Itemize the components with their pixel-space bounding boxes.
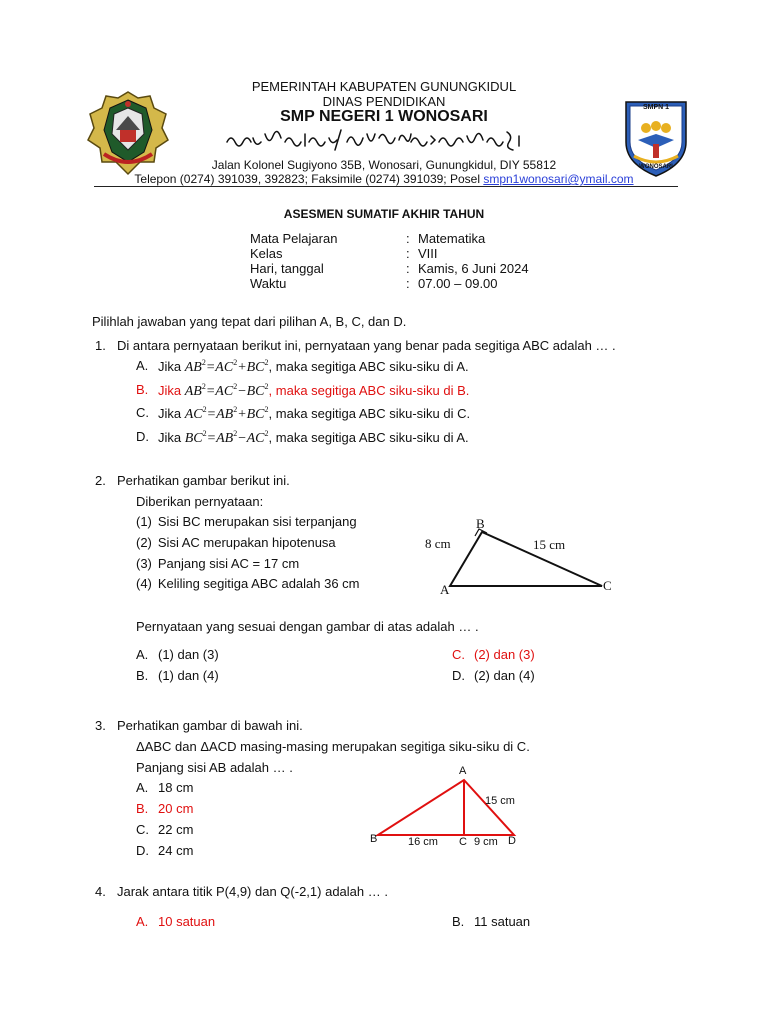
info-label: Hari, tanggal xyxy=(250,261,324,276)
info-label: Kelas xyxy=(250,246,283,261)
option-letter: B. xyxy=(136,801,149,816)
vertex-label-b: B xyxy=(476,516,485,531)
formula: $AB^2=AC^2+BC^2$ xyxy=(184,358,269,375)
side-label-ad: 15 cm xyxy=(485,795,515,807)
header-address: Jalan Kolonel Sugiyono 35B, Wonosari, Gunungkidul, DIY 55812 xyxy=(211,158,557,172)
option-a[interactable] xyxy=(136,647,296,665)
option-b[interactable] xyxy=(136,668,296,686)
info-label: Waktu xyxy=(250,276,287,291)
question-line: ΔABC dan ΔACD masing-masing merupakan segitiga siku-siku di C. xyxy=(136,739,530,754)
option-letter: D. xyxy=(452,668,465,683)
info-sep: : xyxy=(406,246,410,261)
info-value: Matematika xyxy=(418,231,486,246)
vertex-label-c: C xyxy=(459,836,467,848)
info-sep: : xyxy=(406,261,410,276)
side-label-bc: 15 cm xyxy=(533,537,566,552)
option-letter: A. xyxy=(136,780,149,795)
info-label: Mata Pelajaran xyxy=(250,231,338,246)
triangle-abd-figure xyxy=(370,776,530,840)
question-given: Diberikan pernyataan: xyxy=(136,494,264,509)
option-c-correct[interactable] xyxy=(452,647,612,665)
statement-number: (2) xyxy=(136,535,152,550)
statement-text: Panjang sisi AC = 17 cm xyxy=(157,556,300,571)
option-letter: B. xyxy=(452,914,465,929)
option-text: (2) dan (4) xyxy=(474,668,535,683)
option-d[interactable] xyxy=(136,843,256,861)
option-prefix: Jika xyxy=(158,406,185,421)
statement xyxy=(136,556,299,571)
option-letter: D. xyxy=(136,843,149,858)
option-text xyxy=(158,429,469,447)
header-contact-text: Telepon (0274) 391039, 392823; Faksimile (0274) 391039; Posel xyxy=(134,172,484,186)
formula: $AB^2=AC^2-BC^2$ xyxy=(184,382,269,399)
question-text: Di antara pernyataan berikut ini, pernyataan yang benar pada segitiga ABC adalah … . xyxy=(117,338,616,353)
option-text: 11 satuan xyxy=(474,914,531,929)
vertex-label-a: A xyxy=(459,765,467,777)
option-b-correct[interactable] xyxy=(136,382,536,400)
option-a-correct[interactable] xyxy=(136,914,296,932)
option-text: (2) dan (3) xyxy=(474,647,535,662)
statement-number: (1) xyxy=(136,514,152,529)
option-letter: A. xyxy=(136,914,149,929)
option-suffix: , maka segitiga ABC siku-siku di C. xyxy=(268,406,471,421)
option-text: 18 cm xyxy=(158,780,194,795)
option-c[interactable] xyxy=(136,822,256,840)
option-prefix: Jika xyxy=(158,359,185,374)
header-divider xyxy=(94,186,678,187)
statement xyxy=(136,535,336,550)
option-a[interactable] xyxy=(136,358,536,376)
option-text xyxy=(158,382,469,400)
statement xyxy=(136,576,360,591)
side-label-cd: 9 cm xyxy=(474,836,498,848)
info-sep: : xyxy=(406,231,410,246)
statement-number: (3) xyxy=(136,556,152,571)
option-letter: D. xyxy=(136,429,149,444)
side-label-bc: 16 cm xyxy=(408,836,438,848)
javanese-script-line xyxy=(223,126,529,154)
option-letter: C. xyxy=(452,647,465,662)
option-text: 20 cm xyxy=(158,801,194,816)
option-text: 10 satuan xyxy=(158,914,216,929)
option-suffix: , maka segitiga ABC siku-siku di A. xyxy=(268,359,469,374)
statement-number: (4) xyxy=(136,576,152,591)
option-b-correct[interactable] xyxy=(136,801,256,819)
info-value: Kamis, 6 Juni 2024 xyxy=(418,261,529,276)
info-value: VIII xyxy=(418,246,438,261)
option-b[interactable] xyxy=(452,914,612,932)
formula: $BC^2=AB^2-AC^2$ xyxy=(184,429,269,446)
info-sep: : xyxy=(406,276,410,291)
header-school-name: SMP NEGERI 1 WONOSARI xyxy=(280,108,488,125)
vertex-label-d: D xyxy=(508,835,516,847)
option-a[interactable] xyxy=(136,780,256,798)
statement-text: Sisi AC merupakan hipotenusa xyxy=(157,535,336,550)
option-letter: B. xyxy=(136,382,149,397)
question-prompt: Pernyataan yang sesuai dengan gambar di atas adalah … . xyxy=(136,619,479,634)
header-government: PEMERINTAH KABUPATEN GUNUNGKIDUL xyxy=(251,79,517,94)
option-c[interactable] xyxy=(136,405,536,423)
right-logo-bottom-text: WONOSARI xyxy=(639,164,673,170)
option-text xyxy=(158,358,469,376)
option-suffix: , maka segitiga ABC siku-siku di A. xyxy=(268,430,469,445)
instruction: Pilihlah jawaban yang tepat dari pilihan A, B, C, dan D. xyxy=(92,314,407,329)
question-number: 4. xyxy=(95,884,106,899)
question-text: Perhatikan gambar di bawah ini. xyxy=(117,718,303,733)
option-letter: B. xyxy=(136,668,149,683)
option-text: 24 cm xyxy=(158,843,194,858)
question-number: 1. xyxy=(95,338,106,353)
question-text: Jarak antara titik P(4,9) dan Q(-2,1) adalah … . xyxy=(117,884,388,899)
question-number: 2. xyxy=(95,473,106,488)
email-link[interactable]: smpn1wonosari@ymail.com xyxy=(483,172,634,186)
statement xyxy=(136,514,357,529)
option-letter: C. xyxy=(136,405,149,420)
option-suffix: , maka segitiga ABC siku-siku di B. xyxy=(268,383,470,398)
option-d[interactable] xyxy=(136,429,536,447)
vertex-label-a: A xyxy=(440,582,450,597)
header-department: DINAS PENDIDIKAN xyxy=(322,94,446,109)
formula: $AC^2=AB^2+BC^2$ xyxy=(184,405,269,422)
exam-title: ASESMEN SUMATIF AKHIR TAHUN xyxy=(283,207,485,221)
question-text: Perhatikan gambar berikut ini. xyxy=(117,473,290,488)
option-letter: C. xyxy=(136,822,149,837)
vertex-label-c: C xyxy=(603,578,612,593)
statement-text: Sisi BC merupakan sisi terpanjang xyxy=(157,514,357,529)
option-prefix: Jika xyxy=(158,383,185,398)
triangle-abc-figure xyxy=(420,512,620,602)
option-text: 22 cm xyxy=(158,822,194,837)
option-prefix: Jika xyxy=(158,430,185,445)
option-d[interactable] xyxy=(452,668,612,686)
info-value: 07.00 – 09.00 xyxy=(418,276,498,291)
question-number: 3. xyxy=(95,718,106,733)
option-text: (1) dan (4) xyxy=(158,668,219,683)
option-letter: A. xyxy=(136,647,149,662)
right-logo-top-text: SMPN 1 xyxy=(642,104,670,111)
header-contact xyxy=(84,172,684,186)
vertex-label-b: B xyxy=(370,833,378,845)
side-label-ab: 8 cm xyxy=(425,536,451,551)
option-text: (1) dan (3) xyxy=(158,647,219,662)
option-letter: A. xyxy=(136,358,149,373)
statement-text: Keliling segitiga ABC adalah 36 cm xyxy=(157,576,360,591)
option-text xyxy=(158,405,470,423)
question-line: Panjang sisi AB adalah … . xyxy=(136,760,293,775)
